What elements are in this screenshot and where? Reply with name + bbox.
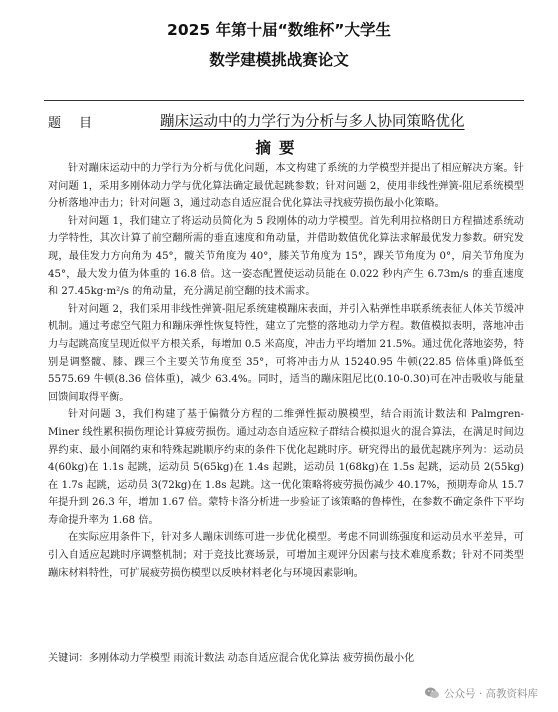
abstract-heading: 摘要 [255, 139, 303, 157]
abstract-body [48, 160, 524, 582]
topic-title: 蹦床运动中的力学行为分析与多人协同策略优化 [160, 114, 465, 130]
wechat-icon [424, 685, 440, 701]
watermark [424, 684, 538, 702]
header-divider [44, 100, 524, 101]
paper-type-title: 数学建模挑战赛论文 [209, 51, 349, 69]
abstract-paragraph: 针对蹦床运动中的力学行为分析与优化问题，本文构建了系统的力学模型并提出了相应解决方案。针对问题 1，采用多刚体动力学与优化算法确定最优起跳参数；针对问题 2，使用非线性弹簧-阻尼系统模型分析落地冲击力；针对问题 3，通过动态自适应混合优化算法寻找疲劳损伤最小化策略。 [48, 163, 524, 210]
topic-row [48, 110, 528, 134]
abstract-paragraph: 针对问题 2，我们采用非线性弹簧-阻尼系统建模蹦床表面，并引入粘弹性串联系统表征人体关节缓冲机制。通过考虑空气阻力和蹦床弹性恢复特性，建立了完整的落地动力学方程。数值模拟表明，落地冲击力与起跳高度呈现近似平方根关系，每增加 0.5 米高度，冲击力平均增加 21.5%。通过优化落地姿势，特别是调整髋、膝、踝三个主要关节角度至 35°，可将冲击力从 15240.95 牛顿(22.85 倍体重)降低至 5575.69 牛顿(8.36 倍体重)，减少 63.4%。同时，适当的蹦床阻尼比(0.10-0.30)可在冲击吸收与能量回馈间取得平衡。 [48, 303, 524, 403]
topic-label: 题目 [48, 116, 111, 131]
competition-title: 2025 年第十届“数维杯”大学生 [167, 21, 391, 39]
abstract-paragraph: 针对问题 1，我们建立了将运动员简化为 5 段刚体的动力学模型。首先利用拉格朗日方程描述系统动力学特性，其次计算了前空翻所需的垂直速度和角动量，并借助数值优化算法求解最优发力参数。研究发现，最佳发力方向角为 45°，髋关节角度为 40°，膝关节角度为 15°，踝关节角度为 0°，肩关节角度为 45°，最大发力值为体重的 16.8 倍。这一姿态配置使运动员能在 0.022 秒内产生 6.73m/s 的垂直速度和 27.45kg·m²/s 的角动量，充分满足前空翻的技术需求。 [48, 215, 524, 298]
abstract-paragraph: 在实际应用条件下，针对多人蹦床训练可进一步优化模型。考虑不同训练强度和运动员水平差异，可引入自适应起跳时序调整机制；对于竞技比赛场景，可增加主观评分因素与技术难度系数；针对不同类型蹦床材料特性，可扩展疲劳损伤模型以反映材料老化与环境因素影响。 [48, 532, 524, 579]
watermark-text: 公众号 · 高教资料库 [443, 687, 538, 700]
keywords-line: 关键词：多刚体动力学模型 雨流计数法 动态自适应混合优化算法 疲劳损伤最小化 [48, 653, 415, 664]
abstract-paragraph: 针对问题 3，我们构建了基于偏微分方程的二维弹性振动膜模型，结合雨流计数法和 Palmgren-Miner 线性累积损伤理论计算疲劳损伤。通过动态自适应粒子群结合模拟退火的混合算法，在满足时间边界约束、最小间隔约束和特殊起跳顺序约束的条件下优化起跳时序。研究得出的最优起跳序列为：运动员 4(60kg)在 1.1s 起跳，运动员 5(65kg)在 1.4s 起跳，运动员 1(68kg)在 1.5s 起跳，运动员 2(55kg)在 1.7s 起跳，运动员 3(72kg)在 1.8s 起跳。这一优化策略将疲劳损伤减少 40.17%，预期寿命从 15.7 年提升到 26.3 年，增加 1.67 倍。蒙特卡洛分析进一步验证了该策略的鲁棒性，在参数不确定条件下平均寿命提升率为 1.68 倍。 [48, 409, 525, 526]
